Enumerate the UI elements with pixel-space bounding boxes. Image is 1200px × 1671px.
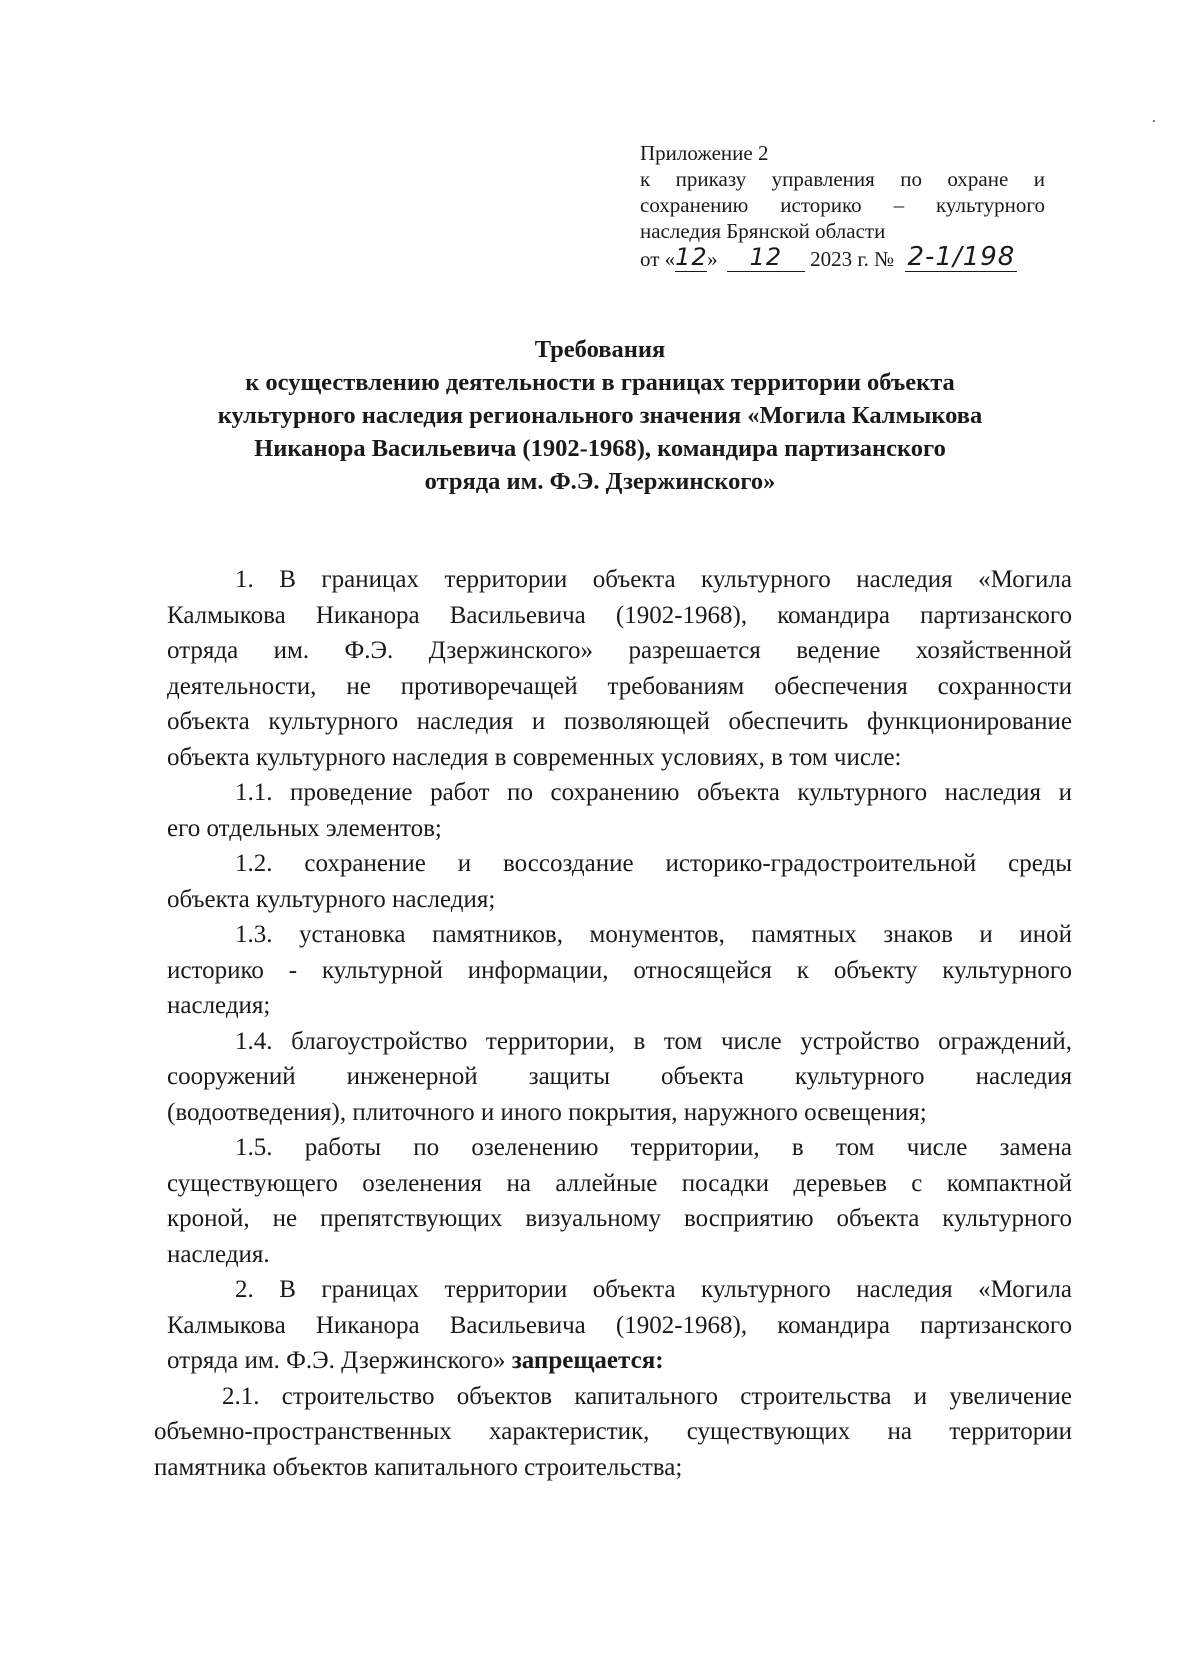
text-line: объекта культурного наследия в современных условиях, в том числе:	[167, 743, 902, 771]
paragraph-1-1	[167, 775, 1072, 846]
text-line: историко - культурной информации, относящейся к объекту культурного	[167, 956, 1072, 984]
text-line: (водоотведения), плиточного и иного покрытия, наружного освещения;	[167, 1098, 927, 1126]
title-line: Никанора Васильевича (1902-1968), командира партизанского	[254, 435, 946, 462]
text-line: объекта культурного наследия и позволяющей обеспечить функционирование	[167, 708, 1072, 735]
text-line: 1.4. благоустройство территории, в том числе устройство ограждений,	[235, 1027, 1072, 1055]
text-line: 1.1. проведение работ по сохранению объекта культурного наследия и	[235, 779, 1072, 806]
paragraph-1	[167, 562, 1072, 775]
text-line: его отдельных элементов;	[167, 814, 442, 842]
text-line: 1.3. установка памятников, монументов, памятных знаков и иной	[235, 921, 1072, 948]
annex-header	[640, 140, 1045, 272]
document-body	[154, 562, 1072, 1485]
document-title	[170, 333, 1030, 498]
handwritten-day: 12	[675, 243, 708, 271]
paragraph-1-3	[167, 917, 1072, 1024]
title-line: к осуществлению деятельности в границах территории объекта	[245, 369, 955, 396]
text-line: объемно-пространственных характеристик, существующих на территории	[154, 1418, 1072, 1445]
date-mid: »	[707, 247, 723, 271]
text-line: наследия;	[167, 992, 271, 1019]
text-line: существующего озеленения на аллейные посадки деревьев с компактной	[167, 1169, 1072, 1197]
text-line: 1.2. сохранение и воссоздание историко-градостроительной среды	[235, 850, 1072, 877]
handwritten-month: 12	[727, 244, 805, 272]
handwritten-doc-number: 2-1/198	[905, 244, 1017, 272]
scan-speck	[1153, 120, 1155, 122]
text-line: сооружений инженерной защиты объекта культурного наследия	[167, 1063, 1072, 1090]
text-line: Калмыкова Никанора Васильевича (1902-1968), командира партизанского	[167, 1311, 1072, 1339]
text-line: 1.5. работы по озеленению территории, в том числе замена	[235, 1134, 1072, 1161]
text-fragment: отряда им. Ф.Э. Дзержинского»	[167, 1347, 512, 1374]
title-line: культурного наследия регионального значения «Могила Калмыкова	[217, 402, 983, 429]
text-line: деятельности, не противоречащей требованиям обеспечения сохранности	[167, 672, 1072, 700]
annex-title: Приложение 2	[640, 141, 769, 165]
date-year: 2023 г. №	[804, 247, 900, 271]
date-prefix: от «	[640, 247, 676, 271]
annex-line: сохранению историко – культурного	[640, 193, 1045, 217]
paragraph-2-1	[154, 1379, 1072, 1486]
annex-date-line	[640, 244, 1045, 272]
text-line: объекта культурного наследия;	[167, 885, 496, 913]
text-line: отряда им. Ф.Э. Дзержинского» разрешается ведение хозяйственной	[167, 637, 1072, 664]
text-line: 2. В границах территории объекта культурного наследия «Могила	[235, 1276, 1072, 1303]
paragraph-2	[167, 1272, 1072, 1379]
annex-line: наследия Брянской области	[640, 219, 886, 243]
text-line: 2.1. строительство объектов капитального строительства и увеличение	[222, 1382, 1072, 1410]
text-line: Калмыкова Никанора Васильевича (1902-1968), командира партизанского	[167, 601, 1072, 629]
text-line: кроной, не препятствующих визуальному восприятию объекта культурного	[167, 1205, 1072, 1232]
text-line: 1. В границах территории объекта культурного наследия «Могила	[235, 566, 1072, 593]
paragraph-1-2	[167, 846, 1072, 917]
text-line: наследия.	[167, 1240, 270, 1268]
text-line	[167, 1343, 1072, 1379]
title-line: отряда им. Ф.Э. Дзержинского»	[424, 468, 776, 495]
paragraph-1-5	[167, 1130, 1072, 1272]
annex-line: к приказу управления по охране и	[640, 167, 1045, 191]
text-line: памятника объектов капитального строительства;	[154, 1453, 683, 1481]
paragraph-1-4	[167, 1024, 1072, 1131]
title-heading: Требования	[534, 336, 666, 363]
prohibited-keyword: запрещается:	[511, 1347, 664, 1374]
